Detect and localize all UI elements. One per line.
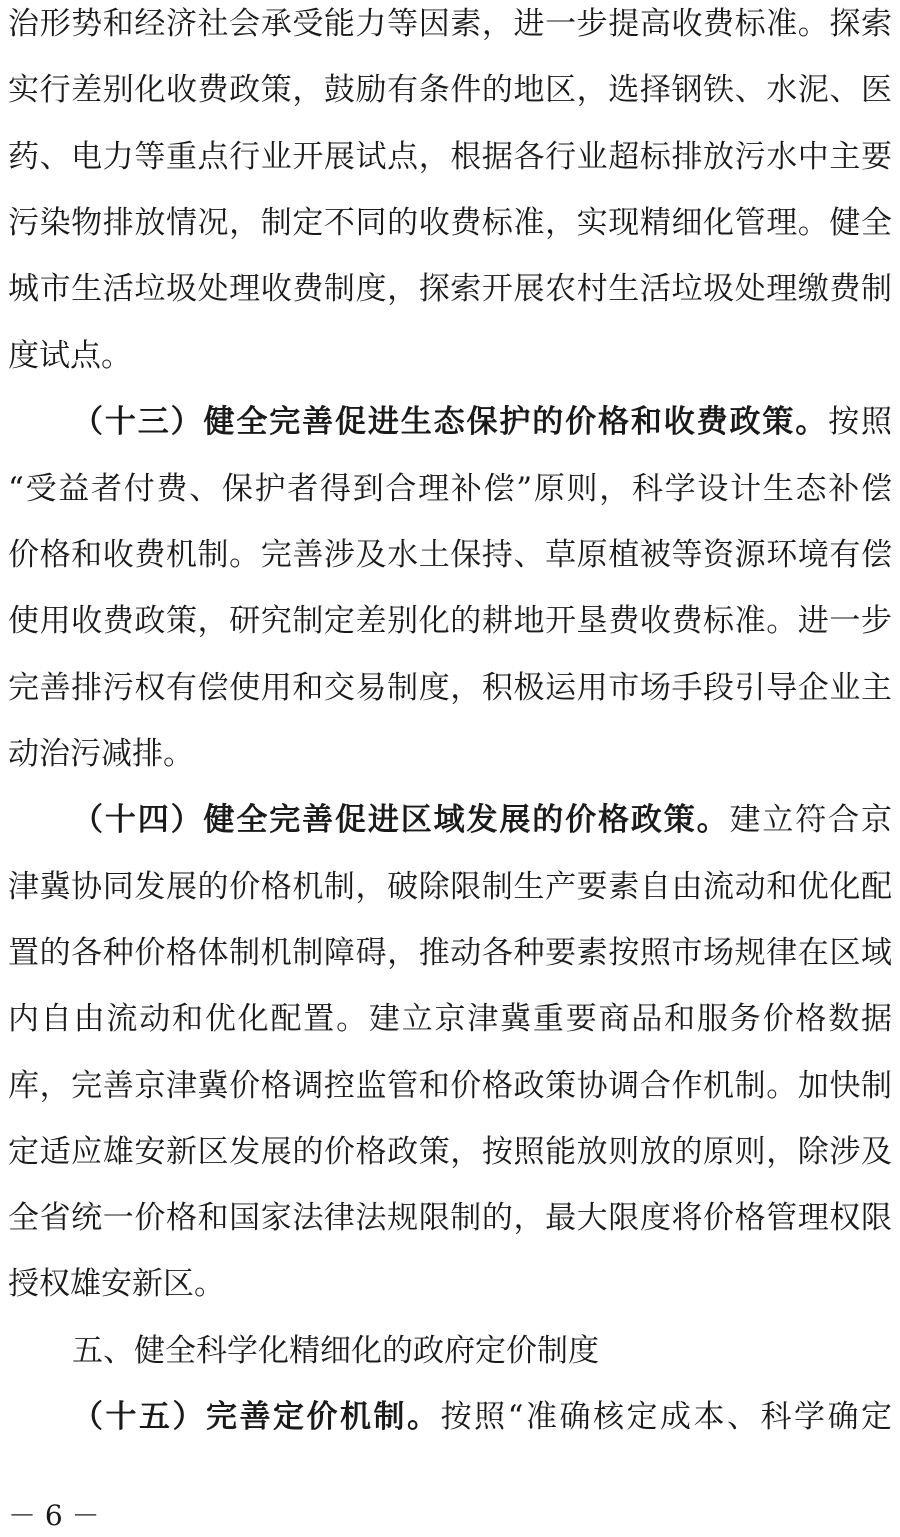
body-text-line: 完善排污权有偿使用和交易制度，积极运用市场手段引导企业主 bbox=[8, 670, 892, 706]
body-text-line: 全省统一价格和国家法律法规限制的，最大限度将价格管理权限 bbox=[8, 1200, 892, 1236]
body-text-line: 药、电力等重点行业开展试点，根据各行业超标排放污水中主要 bbox=[8, 139, 892, 175]
body-text-line: 授权雄安新区。 bbox=[8, 1266, 225, 1302]
section-5-heading: 五、健全科学化精细化的政府定价制度 bbox=[72, 1333, 599, 1369]
section-13-first-line bbox=[72, 402, 892, 442]
section-14-text: 建立符合京 bbox=[729, 802, 892, 838]
section-15-heading: （十五）完善定价机制。 bbox=[72, 1399, 441, 1435]
body-text-line: 库，完善京津冀价格调控监管和价格政策协调合作机制。加快制 bbox=[8, 1068, 892, 1104]
body-text-line: 津冀协同发展的价格机制，破除限制生产要素自由流动和优化配 bbox=[8, 869, 892, 905]
section-13-text: 按照 bbox=[828, 404, 892, 440]
body-text-line: “受益者付费、保护者得到合理补偿”原则，科学设计生态补偿 bbox=[8, 471, 892, 507]
section-13-heading: （十三）健全完善促进生态保护的价格和收费政策。 bbox=[72, 404, 829, 440]
body-text-line: 置的各种价格体制机制障碍，推动各种要素按照市场规律在区域 bbox=[8, 935, 892, 971]
body-text-line: 治形势和经济社会承受能力等因素，进一步提高收费标准。探索 bbox=[8, 6, 892, 42]
body-text-line: 定适应雄安新区发展的价格政策，按照能放则放的原则，除涉及 bbox=[8, 1134, 892, 1170]
body-text-line: 内自由流动和优化配置。建立京津冀重要商品和服务价格数据 bbox=[8, 1001, 892, 1037]
body-text-line: 动治污减排。 bbox=[8, 736, 194, 772]
body-text-line: 价格和收费机制。完善涉及水土保持、草原植被等资源环境有偿 bbox=[8, 537, 892, 573]
body-text-line: 城市生活垃圾处理收费制度，探索开展农村生活垃圾处理缴费制 bbox=[8, 271, 892, 307]
section-14-first-line bbox=[72, 800, 892, 840]
body-text-line: 污染物排放情况，制定不同的收费标准，实现精细化管理。健全 bbox=[8, 205, 892, 241]
body-text-line: 实行差别化收费政策，鼓励有条件的地区，选择钢铁、水泥、医 bbox=[8, 72, 892, 108]
section-15-text: 按照“准确核定成本、科学确定 bbox=[440, 1399, 892, 1435]
body-text-line: 度试点。 bbox=[8, 338, 132, 374]
section-14-heading: （十四）健全完善促进区域发展的价格政策。 bbox=[72, 802, 730, 838]
section-15-first-line bbox=[72, 1397, 892, 1437]
body-text-line: 使用收费政策，研究制定差别化的耕地开垦费收费标准。进一步 bbox=[8, 603, 892, 639]
page-number: － 6 － bbox=[8, 1499, 100, 1532]
